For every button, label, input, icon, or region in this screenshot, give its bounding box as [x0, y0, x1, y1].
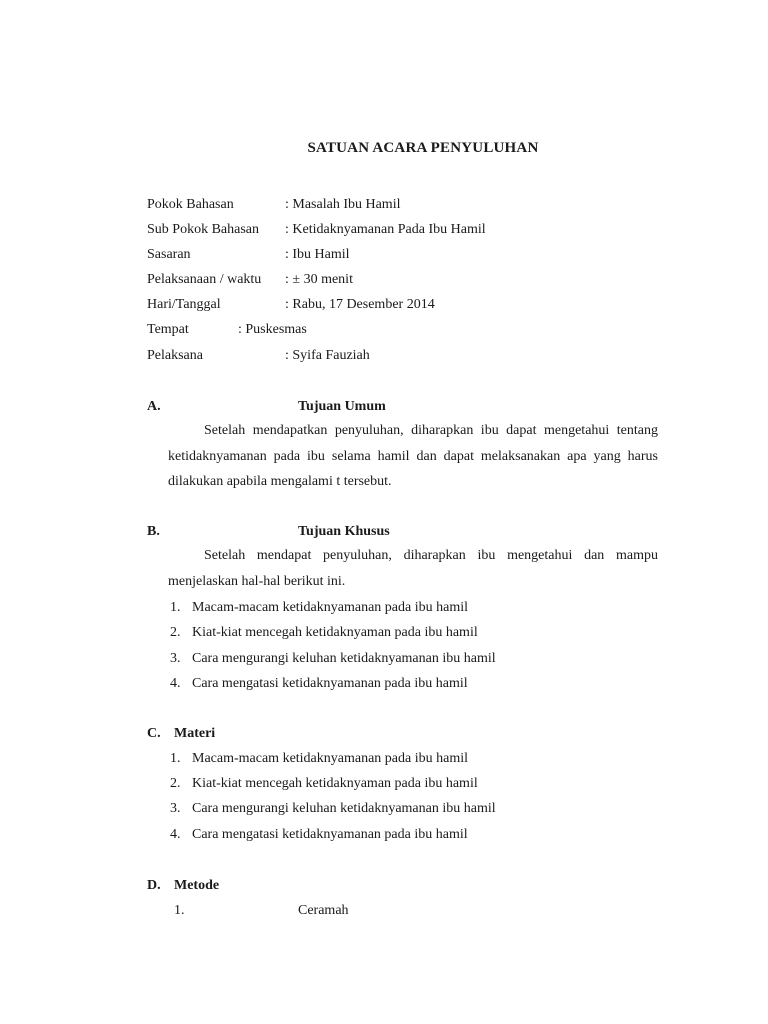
section-b-item-text: Cara mengurangi keluhan ketidaknyamanan ibu hamil: [192, 651, 496, 666]
section-c-item-text: Cara mengatasi ketidaknyamanan pada ibu hamil: [192, 827, 468, 842]
section-a-heading: Tujuan Umum: [298, 399, 386, 414]
section-c-item-number: 3.: [170, 801, 181, 816]
info-value-pelaksanaan-waktu: : ± 30 menit: [285, 272, 353, 287]
section-c-item-text: Kiat-kiat mencegah ketidaknyaman pada ibu hamil: [192, 776, 478, 791]
section-c-letter: C.: [147, 726, 161, 741]
section-b-item-text: Cara mengatasi ketidaknyamanan pada ibu hamil: [192, 676, 468, 691]
section-d-item-number: 1.: [174, 903, 185, 918]
info-value-sub-pokok-bahasan: : Ketidaknyamanan Pada Ibu Hamil: [285, 222, 486, 237]
document-title: SATUAN ACARA PENYULUHAN: [307, 140, 539, 156]
info-label-pelaksana: Pelaksana: [147, 348, 203, 363]
section-a-letter: A.: [147, 399, 161, 414]
info-label-tempat: Tempat: [147, 322, 189, 337]
info-label-hari-tanggal: Hari/Tanggal: [147, 297, 221, 312]
section-b-item-number: 3.: [170, 651, 181, 666]
section-c-item-number: 4.: [170, 827, 181, 842]
section-c-heading: Materi: [174, 726, 216, 741]
info-value-sasaran: : Ibu Hamil: [285, 247, 350, 262]
section-c-item-text: Macam-macam ketidaknyamanan pada ibu hamil: [192, 751, 469, 766]
info-value-pokok-bahasan: : Masalah Ibu Hamil: [285, 197, 401, 212]
info-value-tempat: : Puskesmas: [238, 322, 307, 337]
info-value-pelaksana: : Syifa Fauziah: [285, 348, 370, 363]
section-b-item-number: 1.: [170, 600, 181, 615]
info-value-hari-tanggal: : Rabu, 17 Desember 2014: [285, 297, 435, 312]
info-label-sasaran: Sasaran: [147, 247, 191, 262]
section-c-item-text: Cara mengurangi keluhan ketidaknyamanan ibu hamil: [192, 801, 496, 816]
section-a-paragraph: Setelah mendapatkan penyuluhan, diharapkan ibu dapat mengetahui tentang ketidaknyamanan pada ibu selama hamil dan dapat melaksanakan apa yang harus dilakukan apabila mengalami t tersebut.: [168, 423, 658, 489]
info-label-pokok-bahasan: Pokok Bahasan: [147, 197, 234, 212]
section-b-item-text: Kiat-kiat mencegah ketidaknyaman pada ibu hamil: [192, 625, 478, 640]
section-c-item-number: 1.: [170, 751, 181, 766]
section-b-item-number: 4.: [170, 676, 181, 691]
section-b-letter: B.: [147, 524, 160, 539]
section-d-heading: Metode: [174, 878, 220, 893]
section-b-paragraph: Setelah mendapat penyuluhan, diharapkan ibu mengetahui dan mampu menjelaskan hal-hal berikut ini.: [168, 548, 658, 589]
section-b-item-number: 2.: [170, 625, 181, 640]
section-d-letter: D.: [147, 878, 161, 893]
section-b-heading: Tujuan Khusus: [298, 524, 390, 539]
section-d-item-text: Ceramah: [298, 903, 349, 918]
section-c-item-number: 2.: [170, 776, 181, 791]
info-label-sub-pokok-bahasan: Sub Pokok Bahasan: [147, 222, 259, 237]
section-b-item-text: Macam-macam ketidaknyamanan pada ibu hamil: [192, 600, 469, 615]
info-label-pelaksanaan-waktu: Pelaksanaan / waktu: [147, 272, 262, 287]
